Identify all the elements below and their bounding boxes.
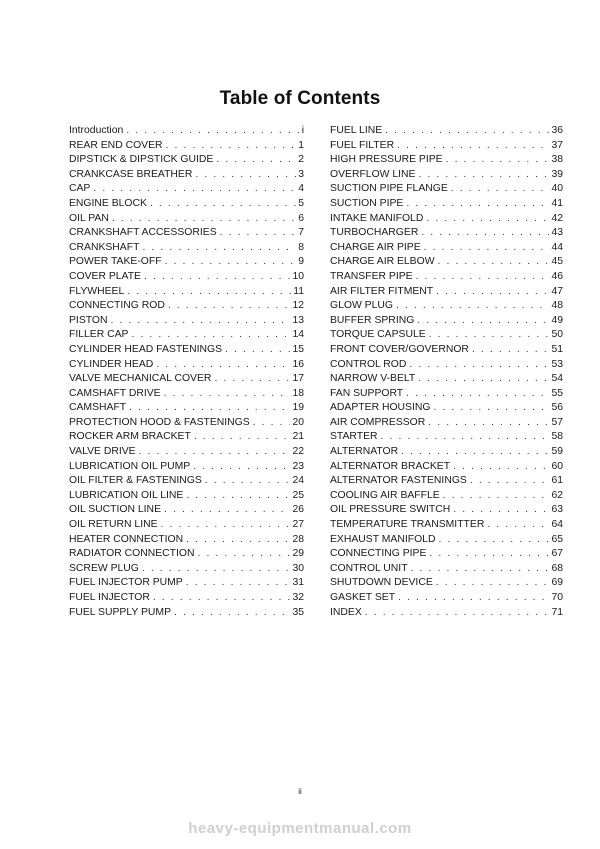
- toc-entry-page: 60: [551, 460, 563, 472]
- toc-entry[interactable]: [69, 430, 304, 445]
- toc-entry[interactable]: [330, 503, 563, 518]
- toc-entry[interactable]: [330, 416, 563, 431]
- toc-entry-page: 28: [292, 533, 304, 545]
- toc-entry[interactable]: [330, 343, 563, 358]
- toc-leader-dots: [385, 124, 549, 139]
- toc-entry[interactable]: [330, 124, 563, 139]
- toc-entry[interactable]: [330, 474, 563, 489]
- toc-leader-dots: [443, 489, 550, 504]
- toc-entry-label: Introduction: [69, 125, 124, 136]
- toc-entry-label: CONTROL UNIT: [330, 562, 408, 574]
- toc-leader-dots: [153, 591, 291, 606]
- toc-leader-dots: [417, 314, 549, 329]
- toc-entry[interactable]: [330, 606, 563, 621]
- toc-entry[interactable]: [69, 416, 304, 431]
- toc-entry-page: 21: [292, 431, 304, 443]
- toc-entry-label: INDEX: [330, 606, 362, 618]
- toc-entry-label: DIPSTICK & DIPSTICK GUIDE: [69, 154, 214, 166]
- toc-entry-label: FUEL INJECTOR: [69, 592, 150, 603]
- toc-leader-dots: [418, 372, 549, 387]
- toc-entry-label: CHARGE AIR ELBOW: [330, 256, 435, 268]
- toc-entry[interactable]: [330, 314, 563, 329]
- toc-entry-page: 48: [551, 300, 563, 312]
- toc-entry-label: FUEL SUPPLY PUMP: [69, 606, 172, 618]
- toc-leader-dots: [487, 518, 549, 533]
- toc-entry-label: CRANKSHAFT ACCESSORIES: [69, 227, 217, 239]
- toc-entry[interactable]: [69, 314, 304, 329]
- toc-leader-dots: [433, 401, 549, 416]
- toc-entry-page: 61: [551, 475, 563, 487]
- toc-leader-dots: [426, 212, 549, 227]
- toc-entry-page: 53: [551, 358, 563, 370]
- toc-entry-label: FRONT COVER/GOVERNOR: [330, 343, 469, 355]
- toc-entry-page: 6: [298, 212, 304, 224]
- toc-entry-page: 1: [298, 139, 304, 151]
- toc-left-column: [69, 124, 304, 620]
- toc-entry-page: 19: [292, 402, 304, 414]
- toc-leader-dots: [139, 445, 291, 460]
- toc-right-column: [330, 124, 563, 620]
- toc-leader-dots: [174, 606, 290, 621]
- toc-entry-label: FUEL INJECTOR PUMP: [69, 577, 183, 589]
- toc-entry[interactable]: [69, 328, 304, 343]
- toc-entry[interactable]: [69, 533, 304, 548]
- toc-leader-dots: [401, 445, 549, 460]
- toc-entry-label: ALTERNATOR BRACKET: [330, 460, 451, 472]
- toc-leader-dots: [111, 314, 291, 329]
- toc-entry-label: CHARGE AIR PIPE: [330, 241, 421, 253]
- toc-entry[interactable]: [330, 285, 563, 300]
- toc-entry-page: 25: [292, 489, 304, 501]
- page-number: ii: [298, 787, 302, 796]
- toc-leader-dots: [197, 547, 290, 562]
- toc-entry-label: INTAKE MANIFOLD: [330, 212, 424, 224]
- toc-leader-dots: [112, 212, 296, 227]
- toc-entry[interactable]: [69, 153, 304, 168]
- toc-entry[interactable]: [330, 197, 563, 212]
- toc-entry[interactable]: [330, 358, 563, 373]
- toc-leader-dots: [438, 533, 549, 548]
- toc-entry-label: COVER PLATE: [69, 270, 141, 282]
- toc-entry-label: TRANSFER PIPE: [330, 270, 413, 282]
- toc-entry-label: SUCTION PIPE FLANGE: [330, 183, 448, 195]
- toc-entry[interactable]: [69, 124, 304, 139]
- toc-leader-dots: [142, 241, 296, 256]
- toc-entry[interactable]: [330, 226, 563, 241]
- toc-entry-label: REAR END COVER: [69, 139, 163, 151]
- toc-entry-page: 42: [551, 212, 563, 224]
- toc-entry-label: TURBOCHARGER: [330, 227, 419, 239]
- toc-entry-page: 51: [551, 343, 563, 355]
- toc-entry[interactable]: [69, 576, 304, 591]
- toc-leader-dots: [472, 343, 549, 358]
- toc-leader-dots: [429, 547, 549, 562]
- toc-leader-dots: [216, 153, 296, 168]
- toc-leader-dots: [446, 153, 550, 168]
- toc-leader-dots: [424, 241, 550, 256]
- toc-entry-label: ENGINE BLOCK: [69, 197, 147, 209]
- toc-leader-dots: [365, 606, 550, 621]
- toc-entry-label: CAMSHAFT: [69, 402, 127, 414]
- toc-leader-dots: [429, 328, 550, 343]
- toc-leader-dots: [416, 270, 550, 285]
- toc-entry-label: GLOW PLUG: [330, 300, 393, 312]
- toc-entry-page: 10: [292, 270, 304, 282]
- toc-leader-dots: [428, 416, 549, 431]
- toc-entry-page: 5: [298, 197, 304, 209]
- toc-entry-page: 11: [293, 285, 304, 297]
- toc-entry[interactable]: [330, 533, 563, 548]
- toc-entry-label: VALVE MECHANICAL COVER: [69, 373, 212, 385]
- toc-entry-page: 55: [551, 387, 563, 399]
- toc-leader-dots: [164, 387, 291, 402]
- toc-entry-label: HIGH PRESSURE PIPE: [330, 154, 443, 166]
- toc-leader-dots: [418, 168, 549, 183]
- toc-entry-page: 62: [551, 489, 563, 501]
- toc-leader-dots: [453, 503, 549, 518]
- toc-entry[interactable]: [69, 489, 304, 504]
- toc-entry-page: 45: [551, 256, 563, 268]
- toc-leader-dots: [421, 226, 549, 241]
- toc-entry-label: CAP: [69, 183, 91, 195]
- toc-entry-page: 56: [551, 402, 563, 414]
- toc-entry-page: 29: [292, 548, 304, 560]
- toc-leader-dots: [470, 474, 550, 489]
- toc-leader-dots: [205, 474, 291, 489]
- toc-leader-dots: [214, 372, 290, 387]
- toc-leader-dots: [411, 562, 550, 577]
- toc-entry-label: FILLER CAP: [69, 329, 129, 341]
- toc-entry-page: 54: [551, 373, 563, 385]
- toc-entry-label: SHUTDOWN DEVICE: [330, 577, 433, 589]
- toc-entry-page: i: [301, 125, 304, 136]
- toc-entry-label: STARTER: [330, 431, 378, 443]
- toc-entry[interactable]: [330, 182, 563, 197]
- toc-entry-page: 7: [298, 227, 304, 239]
- toc-leader-dots: [131, 328, 290, 343]
- toc-entry[interactable]: [69, 503, 304, 518]
- toc-entry[interactable]: [69, 591, 304, 606]
- toc-entry[interactable]: [69, 270, 304, 285]
- toc-leader-dots: [165, 255, 297, 270]
- toc-entry-page: 43: [551, 227, 563, 239]
- toc-entry-page: 24: [292, 475, 304, 487]
- toc-entry[interactable]: [330, 328, 563, 343]
- toc-entry[interactable]: [330, 489, 563, 504]
- toc-entry[interactable]: [69, 343, 304, 358]
- toc-entry[interactable]: [69, 255, 304, 270]
- toc-entry-page: 59: [551, 446, 563, 458]
- toc-entry[interactable]: [330, 270, 563, 285]
- toc-leader-dots: [193, 460, 290, 475]
- toc-entry[interactable]: [330, 255, 563, 270]
- toc-leader-dots: [453, 460, 549, 475]
- toc-entry[interactable]: [330, 401, 563, 416]
- toc-leader-dots: [127, 285, 291, 300]
- toc-entry-label: OIL SUCTION LINE: [69, 504, 161, 516]
- toc-entry-label: ALTERNATOR: [330, 446, 399, 458]
- toc-entry-label: CYLINDER HEAD: [69, 358, 154, 370]
- toc-entry-label: FUEL FILTER: [330, 139, 395, 151]
- toc-entry-label: OVERFLOW LINE: [330, 168, 416, 180]
- toc-entry[interactable]: [69, 518, 304, 533]
- toc-entry-label: SUCTION PIPE: [330, 197, 404, 209]
- toc-entry[interactable]: [330, 518, 563, 533]
- toc-entry[interactable]: [69, 299, 304, 314]
- toc-entry[interactable]: [330, 372, 563, 387]
- toc-entry-page: 23: [292, 460, 304, 472]
- toc-leader-dots: [398, 591, 549, 606]
- toc-entry[interactable]: [69, 606, 304, 621]
- toc-leader-dots: [397, 139, 549, 154]
- toc-entry[interactable]: [69, 562, 304, 577]
- toc-entry-page: 35: [292, 606, 304, 618]
- toc-leader-dots: [436, 285, 549, 300]
- toc-entry-label: FAN SUPPORT: [330, 387, 404, 399]
- toc-entry-page: 2: [298, 154, 304, 166]
- toc-entry[interactable]: [69, 358, 304, 373]
- toc-entry-page: 17: [292, 373, 304, 385]
- toc-entry-page: 14: [292, 329, 304, 341]
- toc-entry-page: 50: [551, 329, 563, 341]
- toc-entry[interactable]: [330, 430, 563, 445]
- toc-entry-label: HEATER CONNECTION: [69, 533, 184, 545]
- toc-leader-dots: [126, 124, 299, 139]
- toc-leader-dots: [406, 387, 549, 402]
- toc-entry[interactable]: [69, 182, 304, 197]
- toc-entry[interactable]: [69, 226, 304, 241]
- toc-leader-dots: [451, 182, 550, 197]
- toc-leader-dots: [161, 518, 291, 533]
- toc-entry[interactable]: [69, 387, 304, 402]
- toc-entry[interactable]: [69, 445, 304, 460]
- toc-entry[interactable]: [330, 576, 563, 591]
- toc-entry-page: 39: [551, 168, 563, 180]
- toc-entry-page: 27: [292, 519, 304, 531]
- toc-entry-page: 15: [292, 343, 304, 355]
- toc-entry-label: PROTECTION HOOD & FASTENINGS: [69, 416, 250, 428]
- toc-leader-dots: [93, 182, 296, 197]
- toc-entry-page: 63: [551, 504, 563, 516]
- toc-leader-dots: [164, 503, 290, 518]
- toc-entry-page: 32: [292, 592, 304, 603]
- toc-entry-page: 9: [298, 256, 304, 268]
- toc-entry-page: 37: [551, 139, 563, 151]
- toc-entry[interactable]: [330, 460, 563, 475]
- toc-leader-dots: [186, 576, 291, 591]
- toc-leader-dots: [253, 416, 291, 431]
- toc-entry-label: OIL PAN: [69, 212, 109, 224]
- toc-entry-label: ROCKER ARM BRACKET: [69, 431, 191, 443]
- toc-entry-page: 68: [551, 562, 563, 574]
- toc-leader-dots: [195, 168, 296, 183]
- toc-entry[interactable]: [330, 562, 563, 577]
- toc-entry[interactable]: [330, 591, 563, 606]
- toc-leader-dots: [150, 197, 296, 212]
- toc-leader-dots: [406, 197, 549, 212]
- toc-entry-page: 8: [298, 241, 304, 253]
- toc-entry[interactable]: [69, 168, 304, 183]
- toc-entry[interactable]: [69, 401, 304, 416]
- toc-entry-label: VALVE DRIVE: [69, 446, 136, 458]
- toc-entry[interactable]: [330, 153, 563, 168]
- toc-entry-label: LUBRICATION OIL LINE: [69, 489, 184, 501]
- toc-entry-page: 69: [551, 577, 563, 589]
- toc-leader-dots: [186, 489, 290, 504]
- toc-entry-label: CRANKSHAFT: [69, 241, 140, 253]
- toc-entry[interactable]: [69, 372, 304, 387]
- toc-entry[interactable]: [330, 168, 563, 183]
- toc-entry-label: ADAPTER HOUSING: [330, 402, 431, 414]
- toc-leader-dots: [396, 299, 550, 314]
- toc-entry-label: PISTON: [69, 314, 108, 326]
- toc-entry-label: LUBRICATION OIL PUMP: [69, 460, 191, 472]
- toc-leader-dots: [438, 255, 550, 270]
- toc-leader-dots: [220, 226, 297, 241]
- toc-entry-label: OIL FILTER & FASTENINGS: [69, 475, 202, 487]
- toc-entry-page: 22: [292, 446, 304, 458]
- toc-entry[interactable]: [330, 387, 563, 402]
- toc-entry-label: EXHAUST MANIFOLD: [330, 533, 436, 545]
- toc-entry-label: RADIATOR CONNECTION: [69, 548, 195, 560]
- toc-entry-page: 3: [298, 168, 304, 180]
- toc-leader-dots: [194, 430, 291, 445]
- toc-entry-page: 20: [292, 416, 304, 428]
- toc-entry-label: CONTROL ROD: [330, 358, 407, 370]
- toc-entry-label: CRANKCASE BREATHER: [69, 168, 193, 180]
- page-title: Table of Contents: [219, 88, 381, 109]
- toc-entry-page: 70: [551, 592, 563, 603]
- toc-entry-label: AIR FILTER FITMENT: [330, 285, 434, 297]
- toc-entry-page: 31: [292, 577, 304, 589]
- toc-entry-page: 44: [551, 241, 563, 253]
- toc-entry-page: 26: [292, 504, 304, 516]
- toc-entry-page: 30: [292, 562, 304, 574]
- toc-entry-page: 58: [551, 431, 563, 443]
- toc-entry[interactable]: [330, 139, 563, 154]
- toc-entry-label: CAMSHAFT DRIVE: [69, 387, 161, 399]
- toc-entry-page: 67: [551, 548, 563, 560]
- toc-leader-dots: [156, 358, 290, 373]
- toc-entry-label: SCREW PLUG: [69, 562, 139, 574]
- toc-entry-page: 36: [551, 125, 563, 136]
- toc-entry-label: OIL PRESSURE SWITCH: [330, 504, 451, 516]
- toc-entry-label: OIL RETURN LINE: [69, 519, 158, 531]
- toc-entry-label: POWER TAKE-OFF: [69, 256, 162, 268]
- toc-leader-dots: [381, 430, 550, 445]
- toc-leader-dots: [168, 299, 291, 314]
- toc-leader-dots: [129, 401, 290, 416]
- toc-entry-page: 57: [551, 416, 563, 428]
- toc-entry[interactable]: [69, 197, 304, 212]
- toc-entry[interactable]: [69, 460, 304, 475]
- toc-entry-label: FUEL LINE: [330, 125, 383, 136]
- toc-leader-dots: [142, 562, 291, 577]
- toc-entry-label: NARROW V-BELT: [330, 373, 416, 385]
- toc-entry-label: ALTERNATOR FASTENINGS: [330, 475, 467, 487]
- toc-entry-page: 18: [292, 387, 304, 399]
- watermark: heavy-equipmentmanual.com: [188, 820, 412, 837]
- toc-entry[interactable]: [69, 241, 304, 256]
- toc-entry[interactable]: [330, 212, 563, 227]
- toc-entry-page: 47: [551, 285, 563, 297]
- toc-entry-label: CYLINDER HEAD FASTENINGS: [69, 343, 223, 355]
- toc-entry-page: 16: [292, 358, 304, 370]
- toc-entry-page: 46: [551, 270, 563, 282]
- toc-entry-page: 4: [298, 183, 304, 195]
- toc-leader-dots: [186, 533, 290, 548]
- toc-entry-page: 40: [551, 183, 563, 195]
- toc-entry-label: FLYWHEEL: [69, 285, 125, 297]
- toc-entry-page: 41: [551, 197, 563, 209]
- toc-entry[interactable]: [69, 212, 304, 227]
- toc-entry-page: 71: [551, 606, 563, 618]
- toc-entry-page: 12: [292, 300, 304, 312]
- toc-entry-page: 38: [551, 154, 563, 166]
- toc-entry-page: 65: [551, 533, 563, 545]
- toc-leader-dots: [225, 343, 290, 358]
- toc-entry[interactable]: [330, 547, 563, 562]
- toc-entry-page: 64: [551, 519, 563, 531]
- toc-entry-label: CONNECTING ROD: [69, 300, 165, 312]
- toc-entry-label: TORQUE CAPSULE: [330, 329, 426, 341]
- toc-leader-dots: [409, 358, 549, 373]
- toc-entry-label: BUFFER SPRING: [330, 314, 415, 326]
- toc-leader-dots: [144, 270, 290, 285]
- toc-entry[interactable]: [69, 139, 304, 154]
- toc-leader-dots: [166, 139, 297, 154]
- toc-entry-label: GASKET SET: [330, 592, 396, 603]
- toc-leader-dots: [436, 576, 550, 591]
- toc-entry-label: CONNECTING PIPE: [330, 548, 427, 560]
- toc-entry-page: 13: [292, 314, 304, 326]
- toc-entry[interactable]: [330, 299, 563, 314]
- toc-entry-label: AIR COMPRESSOR: [330, 416, 426, 428]
- toc-entry-label: TEMPERATURE TRANSMITTER: [330, 519, 485, 531]
- toc-entry[interactable]: [69, 547, 304, 562]
- toc-entry[interactable]: [69, 474, 304, 489]
- toc-entry-page: 49: [551, 314, 563, 326]
- toc-entry-label: COOLING AIR BAFFLE: [330, 489, 440, 501]
- toc-entry[interactable]: [330, 241, 563, 256]
- toc-entry[interactable]: [69, 285, 304, 300]
- toc-entry[interactable]: [330, 445, 563, 460]
